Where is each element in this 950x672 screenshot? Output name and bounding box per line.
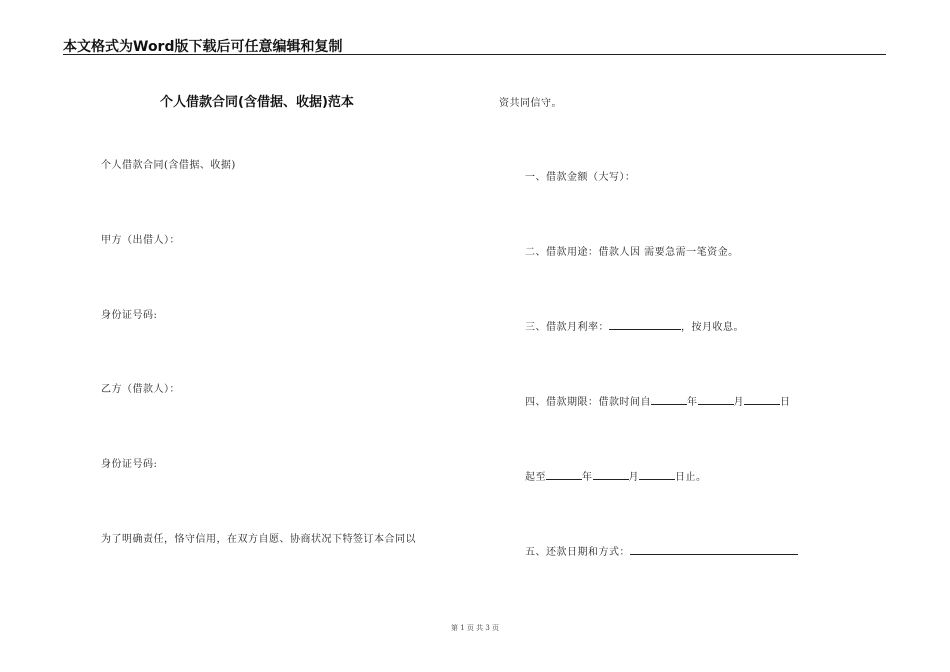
- left-paragraph-2: 甲方（出借人）：: [101, 235, 180, 246]
- right-paragraph-2: 二、借款用途：借款人因 需要急需一笔资金。: [525, 247, 739, 258]
- left-paragraph-1: 个人借款合同(含借据、收据): [101, 160, 236, 171]
- right-paragraph-6: [525, 543, 798, 558]
- page-header: [63, 34, 886, 55]
- end-year-blank[interactable]: [546, 469, 582, 480]
- end-month-blank[interactable]: [593, 469, 629, 480]
- start-year-blank[interactable]: [651, 394, 687, 405]
- end-label: 起至: [525, 472, 546, 483]
- start-day-unit: 日: [780, 397, 791, 408]
- interest-blank[interactable]: [609, 319, 681, 330]
- right-paragraph-5: [525, 468, 707, 483]
- document-title: 个人借款合同(含借据、收据)范本: [160, 95, 354, 110]
- start-month-unit: 月: [733, 397, 744, 408]
- left-paragraph-3: 身份证号码:: [101, 310, 158, 321]
- end-month-unit: 月: [628, 472, 639, 483]
- right-paragraph-4: [525, 393, 791, 408]
- interest-label: 三、借款月利率：: [525, 322, 609, 333]
- interest-suffix: ，按月收息。: [681, 322, 744, 333]
- term-label: 四、借款期限：借款时间自: [525, 397, 651, 408]
- end-day-unit: 日止。: [675, 472, 707, 483]
- repayment-blank[interactable]: [630, 544, 798, 555]
- left-paragraph-5: 身份证号码:: [101, 459, 158, 470]
- right-paragraph-1: 一、借款金额（大写）：: [525, 172, 636, 183]
- start-month-blank[interactable]: [698, 394, 734, 405]
- start-year-unit: 年: [687, 397, 698, 408]
- right-paragraph-3: [525, 318, 744, 333]
- end-day-blank[interactable]: [639, 469, 675, 480]
- page-footer: 第 1 页 共 3 页: [450, 624, 500, 632]
- left-paragraph-4: 乙方（借款人）：: [101, 384, 180, 395]
- left-paragraph-6: 为了明确责任，恪守信用，在双方自愿、协商状况下特签订本合同以: [101, 534, 416, 545]
- start-day-blank[interactable]: [744, 394, 780, 405]
- repayment-label: 五、还款日期和方式：: [525, 547, 630, 558]
- right-paragraph-0: 资共同信守。: [499, 98, 562, 109]
- header-text: 本文格式为Word版下载后可任意编辑和复制: [63, 39, 343, 55]
- end-year-unit: 年: [582, 472, 593, 483]
